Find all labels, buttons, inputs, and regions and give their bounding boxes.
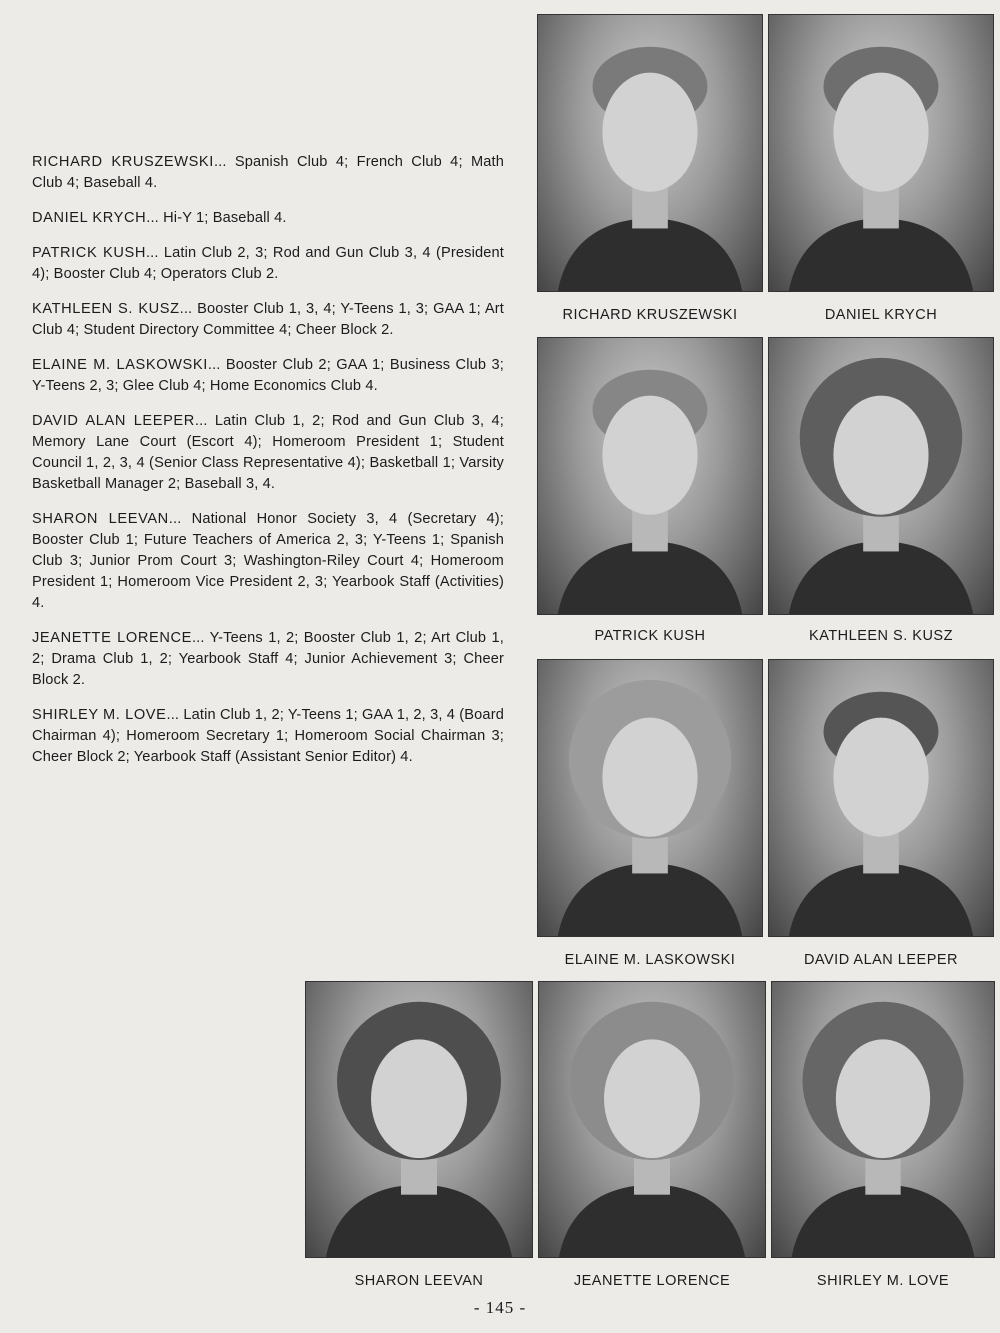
- portrait-face: [602, 73, 697, 192]
- portrait-photo: [305, 981, 533, 1258]
- portrait-caption: DAVID ALAN LEEPER: [803, 952, 959, 968]
- portrait-photo: [537, 14, 763, 292]
- portrait-caption: SHARON LEEVAN: [354, 1273, 484, 1289]
- portrait-shoulders: [559, 1185, 745, 1257]
- portrait-shoulders: [558, 542, 742, 614]
- bio-separator: ...: [191, 630, 205, 646]
- portrait-photo: [537, 659, 763, 937]
- portrait-shoulders: [326, 1185, 512, 1257]
- portrait-silhouette: [772, 982, 994, 1257]
- bio-name: ELAINE M. LASKOWSKI: [32, 357, 208, 373]
- bio-details: Y-Teens 1, 2; Booster Club 1, 2; Art Club 1, 2; Drama Club 1, 2; Yearbook Staff 4; Junior Achievement 3; Cheer Block 2.: [32, 630, 504, 688]
- portrait-caption: KATHLEEN S. KUSZ: [809, 628, 953, 644]
- bio-name: SHARON LEEVAN: [32, 511, 169, 527]
- portrait-shoulders: [558, 219, 742, 291]
- bio-details: Spanish Club 4; French Club 4; Math Club 4; Baseball 4.: [32, 154, 504, 191]
- bios-column: [32, 152, 504, 782]
- bio-details: Latin Club 1, 2; Y-Teens 1; GAA 1, 2, 3, 4 (Board Chairman 4); Homeroom Secretary 1; Homeroom Social Chairman 3; Cheer Block 2; Yearbook Staff (Assistant Senior Editor) 4.: [32, 707, 504, 765]
- bio-details: National Honor Society 3, 4 (Secretary 4); Booster Club 1; Future Teachers of America 2, 3; Y-Teens 1; Spanish Club 3; Junior Prom Court 3; Washington-Riley Court 4; Homeroom President 1; Homeroom Vice President 2, 3; Yearbook Staff (Activities) 4.: [32, 511, 504, 611]
- bio-name: KATHLEEN S. KUSZ: [32, 301, 180, 317]
- bio-separator: ...: [207, 357, 221, 373]
- portrait-face: [371, 1039, 467, 1158]
- bio-name: JEANETTE LORENCE: [32, 630, 192, 646]
- portrait-face: [833, 396, 928, 515]
- portrait-photo: [537, 337, 763, 615]
- portrait-silhouette: [538, 338, 762, 614]
- bio-separator: ...: [145, 245, 159, 261]
- portrait-face: [602, 718, 697, 837]
- portrait-photo: [538, 981, 766, 1258]
- portrait-caption: PATRICK KUSH: [594, 628, 706, 644]
- portrait-face: [833, 73, 928, 192]
- bio-details: Latin Club 1, 2; Rod and Gun Club 3, 4; Memory Lane Court (Escort 4); Homeroom President 1; Student Council 1, 2, 3, 4 (Senior Class Representative 4); Basketball 1; Varsity Basketball Manager 2; Baseball 3, 4.: [32, 413, 504, 492]
- portrait-silhouette: [769, 338, 993, 614]
- bio-name: RICHARD KRUSZEWSKI: [32, 154, 214, 170]
- bio-name: SHIRLEY M. LOVE: [32, 707, 167, 723]
- bio-separator: ...: [166, 707, 180, 723]
- portrait-shoulders: [789, 219, 973, 291]
- portrait-caption: ELAINE M. LASKOWSKI: [564, 952, 736, 968]
- portrait-photo: [768, 337, 994, 615]
- portrait-shoulders: [558, 864, 742, 936]
- portrait-caption: RICHARD KRUSZEWSKI: [562, 307, 738, 323]
- portrait-photo: [771, 981, 995, 1258]
- bio-entry: [32, 509, 504, 614]
- portrait-face: [836, 1039, 930, 1158]
- bio-entry: [32, 628, 504, 691]
- portrait-face: [602, 396, 697, 515]
- portrait-silhouette: [539, 982, 765, 1257]
- bio-entry: [32, 208, 504, 229]
- bio-entry: [32, 705, 504, 768]
- bio-entry: [32, 152, 504, 194]
- portrait-silhouette: [306, 982, 532, 1257]
- portrait-silhouette: [538, 15, 762, 291]
- portrait-photo: [768, 659, 994, 937]
- bio-details: Latin Club 2, 3; Rod and Gun Club 3, 4 (President 4); Booster Club 4; Operators Club 2.: [32, 245, 504, 282]
- bio-name: DAVID ALAN LEEPER: [32, 413, 195, 429]
- bio-separator: ...: [213, 154, 227, 170]
- page-number: - 145 -: [473, 1298, 527, 1317]
- portrait-silhouette: [538, 660, 762, 936]
- bio-details: Booster Club 1, 3, 4; Y-Teens 1, 3; GAA 1; Art Club 4; Student Directory Committee 4; Cheer Block 2.: [32, 301, 504, 338]
- portrait-face: [604, 1039, 700, 1158]
- portrait-caption: DANIEL KRYCH: [824, 307, 938, 323]
- portrait-shoulders: [789, 864, 973, 936]
- bio-separator: ...: [179, 301, 193, 317]
- bio-details: Hi-Y 1; Baseball 4.: [163, 210, 287, 226]
- bio-details: Booster Club 2; GAA 1; Business Club 3; Y-Teens 2, 3; Glee Club 4; Home Economics Club 4.: [32, 357, 504, 394]
- portrait-silhouette: [769, 15, 993, 291]
- bio-name: DANIEL KRYCH: [32, 210, 147, 226]
- bio-entry: [32, 411, 504, 495]
- bio-separator: ...: [168, 511, 182, 527]
- portrait-silhouette: [769, 660, 993, 936]
- bio-separator: ...: [146, 210, 159, 226]
- portrait-photo: [768, 14, 994, 292]
- portrait-face: [833, 718, 928, 837]
- bio-entry: [32, 299, 504, 341]
- portrait-shoulders: [789, 542, 973, 614]
- portrait-caption: JEANETTE LORENCE: [573, 1273, 731, 1289]
- bio-entry: [32, 355, 504, 397]
- bio-entry: [32, 243, 504, 285]
- portrait-caption: SHIRLEY M. LOVE: [816, 1273, 950, 1289]
- portrait-shoulders: [792, 1185, 975, 1257]
- bio-name: PATRICK KUSH: [32, 245, 146, 261]
- bio-separator: ...: [194, 413, 208, 429]
